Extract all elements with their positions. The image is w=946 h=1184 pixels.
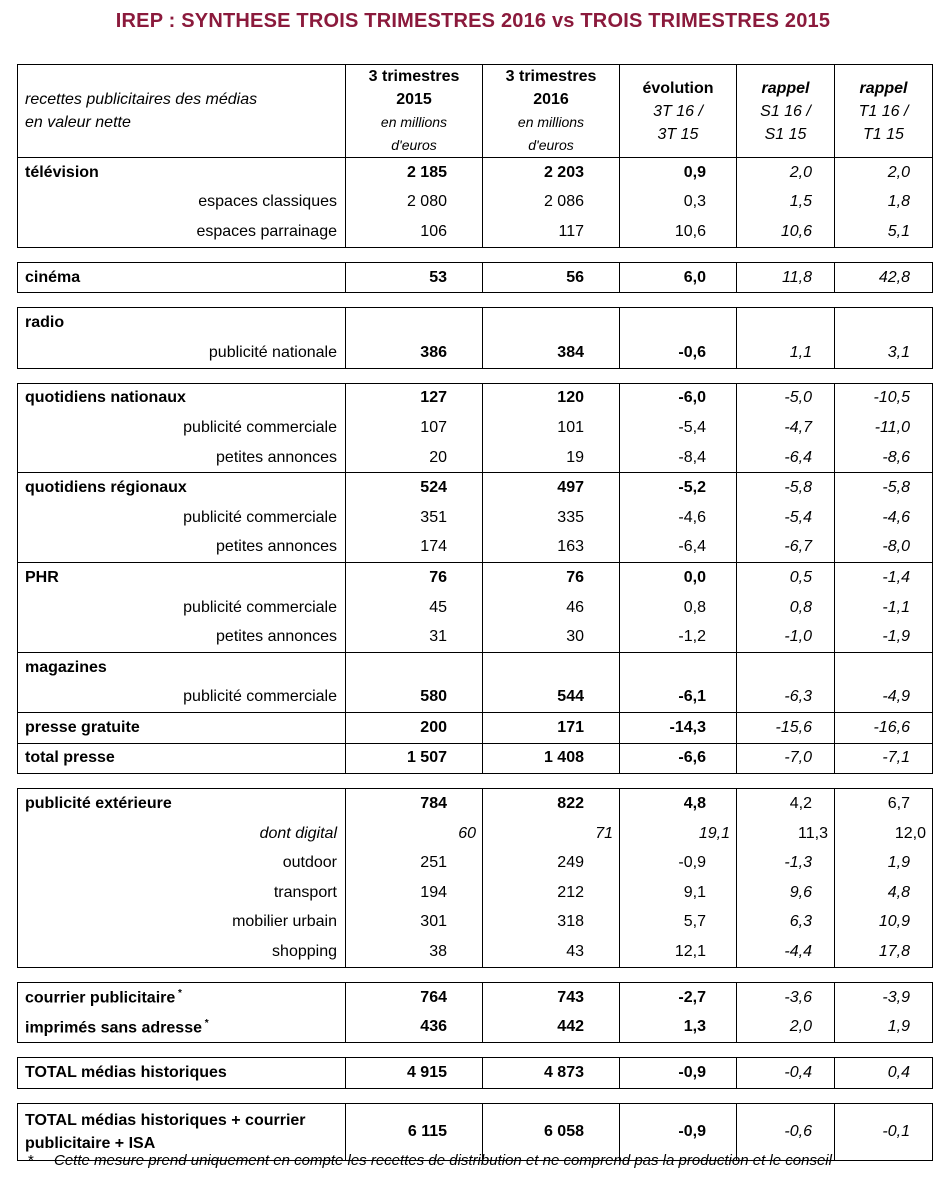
cell-label: publicité commerciale (18, 503, 346, 533)
cell-rappel-t1: 17,8 (835, 937, 933, 967)
cell-value-3t-2015: 1 507 (346, 743, 483, 774)
cell-rappel-s1: 6,3 (737, 908, 835, 938)
cell-value-3t-2016: 544 (483, 683, 620, 713)
cell-value-3t-2015: 2 185 (346, 158, 483, 188)
cell-label: mobilier urbain (18, 908, 346, 938)
cell-label: imprimés sans adresse * (18, 1012, 346, 1042)
cell-value-3t-2015: 386 (346, 338, 483, 368)
cell-rappel-t1: 4,8 (835, 878, 933, 908)
table-row (18, 308, 933, 338)
cell-evolution: -6,1 (620, 683, 737, 713)
cell-evolution: -0,9 (620, 848, 737, 878)
row-spacer (18, 247, 933, 262)
cell-value-3t-2016: 212 (483, 878, 620, 908)
cell-value-3t-2016: 71 (483, 819, 620, 849)
cell-label: total presse (18, 743, 346, 774)
cell-evolution (620, 308, 737, 338)
cell-rappel-t1: -10,5 (835, 383, 933, 413)
table-row (18, 908, 933, 938)
cell-rappel-s1: -0,4 (737, 1058, 835, 1089)
cell-rappel-t1: 1,8 (835, 188, 933, 218)
row-spacer (18, 368, 933, 383)
cell-value-3t-2016: 56 (483, 262, 620, 293)
cell-evolution: 10,6 (620, 217, 737, 247)
cell-value-3t-2015: 200 (346, 713, 483, 744)
table-row (18, 789, 933, 819)
cell-value-3t-2015: 53 (346, 262, 483, 293)
footnote-asterisk: * (28, 1152, 34, 1169)
cell-value-3t-2015: 4 915 (346, 1058, 483, 1089)
cell-rappel-t1: -4,9 (835, 683, 933, 713)
table-row (18, 1012, 933, 1042)
table-row (18, 563, 933, 593)
table-row (18, 878, 933, 908)
table-row (18, 158, 933, 188)
cell-evolution: 0,8 (620, 593, 737, 623)
cell-rappel-s1: -15,6 (737, 713, 835, 744)
cell-value-3t-2015: 20 (346, 443, 483, 473)
cell-label: transport (18, 878, 346, 908)
cell-label: petites annonces (18, 533, 346, 563)
cell-value-3t-2015: 764 (346, 982, 483, 1012)
table-row (18, 503, 933, 533)
cell-rappel-s1: 11,3 (737, 819, 835, 849)
row-spacer (18, 247, 933, 262)
cell-value-3t-2016: 163 (483, 533, 620, 563)
cell-label: presse gratuite (18, 713, 346, 744)
cell-value-3t-2015: 38 (346, 937, 483, 967)
cell-evolution: -0,9 (620, 1058, 737, 1089)
cell-rappel-t1: -1,1 (835, 593, 933, 623)
cell-value-3t-2015: 2 080 (346, 188, 483, 218)
row-spacer (18, 293, 933, 308)
cell-value-3t-2016: 2 086 (483, 188, 620, 218)
cell-value-3t-2016: 30 (483, 622, 620, 652)
table-row (18, 262, 933, 293)
footnote (28, 1152, 832, 1169)
table-row (18, 819, 933, 849)
cell-rappel-s1: -4,4 (737, 937, 835, 967)
cell-value-3t-2016: 335 (483, 503, 620, 533)
cell-value-3t-2015: 6 115 (346, 1103, 483, 1160)
asterisk-marker: * (202, 1017, 209, 1029)
table-row (18, 683, 933, 713)
cell-label: radio (18, 308, 346, 338)
cell-value-3t-2015: 45 (346, 593, 483, 623)
cell-rappel-t1: 42,8 (835, 262, 933, 293)
cell-value-3t-2016: 2 203 (483, 158, 620, 188)
table-row (18, 937, 933, 967)
cell-rappel-s1: -7,0 (737, 743, 835, 774)
cell-label: télévision (18, 158, 346, 188)
row-spacer (18, 774, 933, 789)
table-row (18, 848, 933, 878)
cell-label: publicité nationale (18, 338, 346, 368)
cell-rappel-t1 (835, 308, 933, 338)
cell-rappel-s1: 9,6 (737, 878, 835, 908)
cell-evolution: 0,0 (620, 563, 737, 593)
footnote-text: Cette mesure prend uniquement en compte les recettes de distribution et ne comprend pas la production et le conseil (54, 1152, 832, 1169)
cell-rappel-s1: -1,0 (737, 622, 835, 652)
table-row (18, 593, 933, 623)
cell-value-3t-2016: 442 (483, 1012, 620, 1042)
cell-value-3t-2015: 194 (346, 878, 483, 908)
cell-value-3t-2015: 31 (346, 622, 483, 652)
cell-value-3t-2016: 76 (483, 563, 620, 593)
cell-evolution: -0,6 (620, 338, 737, 368)
cell-rappel-s1: -0,6 (737, 1103, 835, 1160)
header-rappel-s1: rappel S1 16 / S1 15 (737, 65, 835, 158)
cell-value-3t-2015: 127 (346, 383, 483, 413)
cell-rappel-t1 (835, 652, 933, 682)
cell-label: espaces classiques (18, 188, 346, 218)
table-row (18, 713, 933, 744)
cell-evolution: -4,6 (620, 503, 737, 533)
cell-rappel-t1: 3,1 (835, 338, 933, 368)
cell-rappel-s1: -6,7 (737, 533, 835, 563)
cell-value-3t-2016: 4 873 (483, 1058, 620, 1089)
table-row (18, 217, 933, 247)
table-row (18, 443, 933, 473)
cell-value-3t-2015: 301 (346, 908, 483, 938)
cell-evolution: -5,2 (620, 473, 737, 503)
cell-label: shopping (18, 937, 346, 967)
cell-evolution: -6,6 (620, 743, 737, 774)
cell-rappel-s1: -4,7 (737, 413, 835, 443)
cell-label: outdoor (18, 848, 346, 878)
cell-rappel-s1: -6,4 (737, 443, 835, 473)
cell-evolution: -14,3 (620, 713, 737, 744)
cell-rappel-s1: 4,2 (737, 789, 835, 819)
cell-value-3t-2016: 497 (483, 473, 620, 503)
cell-value-3t-2015: 174 (346, 533, 483, 563)
cell-evolution: 9,1 (620, 878, 737, 908)
cell-evolution: -6,4 (620, 533, 737, 563)
cell-evolution (620, 652, 737, 682)
cell-evolution: -0,9 (620, 1103, 737, 1160)
cell-rappel-t1: -16,6 (835, 713, 933, 744)
cell-value-3t-2016: 101 (483, 413, 620, 443)
cell-value-3t-2016: 1 408 (483, 743, 620, 774)
cell-value-3t-2015: 436 (346, 1012, 483, 1042)
cell-rappel-t1: -3,9 (835, 982, 933, 1012)
cell-value-3t-2016: 117 (483, 217, 620, 247)
cell-value-3t-2015 (346, 308, 483, 338)
cell-evolution: -1,2 (620, 622, 737, 652)
table-row (18, 1058, 933, 1089)
cell-evolution: -2,7 (620, 982, 737, 1012)
cell-label: TOTAL médias historiques (18, 1058, 346, 1089)
cell-rappel-t1: 10,9 (835, 908, 933, 938)
row-spacer (18, 1043, 933, 1058)
row-spacer (18, 774, 933, 789)
cell-label: petites annonces (18, 443, 346, 473)
cell-value-3t-2016: 19 (483, 443, 620, 473)
cell-value-3t-2016: 249 (483, 848, 620, 878)
cell-rappel-s1: -1,3 (737, 848, 835, 878)
cell-rappel-s1: -5,0 (737, 383, 835, 413)
cell-rappel-s1: -6,3 (737, 683, 835, 713)
cell-rappel-t1: 1,9 (835, 1012, 933, 1042)
cell-label: petites annonces (18, 622, 346, 652)
cell-value-3t-2016: 822 (483, 789, 620, 819)
cell-label: publicité commerciale (18, 593, 346, 623)
asterisk-marker: * (175, 987, 182, 999)
header-evolution: évolution 3T 16 / 3T 15 (620, 65, 737, 158)
cell-value-3t-2015: 107 (346, 413, 483, 443)
cell-rappel-t1: -8,6 (835, 443, 933, 473)
cell-evolution: -5,4 (620, 413, 737, 443)
cell-evolution: 5,7 (620, 908, 737, 938)
cell-value-3t-2015: 580 (346, 683, 483, 713)
cell-value-3t-2015: 60 (346, 819, 483, 849)
synthesis-table (17, 64, 932, 1161)
table-row (18, 473, 933, 503)
row-spacer (18, 967, 933, 982)
cell-rappel-t1: 0,4 (835, 1058, 933, 1089)
cell-rappel-t1: -8,0 (835, 533, 933, 563)
cell-rappel-s1 (737, 652, 835, 682)
cell-value-3t-2015: 784 (346, 789, 483, 819)
cell-evolution: 4,8 (620, 789, 737, 819)
cell-rappel-t1: -4,6 (835, 503, 933, 533)
header-3t-2015: 3 trimestres 2015 en millions d'euros (346, 65, 483, 158)
row-spacer (18, 967, 933, 982)
cell-rappel-s1: -5,8 (737, 473, 835, 503)
table-row (18, 533, 933, 563)
cell-rappel-t1: -1,9 (835, 622, 933, 652)
cell-evolution: 0,9 (620, 158, 737, 188)
cell-rappel-t1: -7,1 (835, 743, 933, 774)
cell-rappel-s1: -5,4 (737, 503, 835, 533)
row-spacer (18, 293, 933, 308)
cell-label: cinéma (18, 262, 346, 293)
cell-label: publicité extérieure (18, 789, 346, 819)
cell-value-3t-2015: 351 (346, 503, 483, 533)
row-spacer (18, 368, 933, 383)
total-all-label: TOTAL médias historiques + courrier publicitaire + ISA (18, 1103, 346, 1160)
table-row (18, 383, 933, 413)
cell-value-3t-2015 (346, 652, 483, 682)
cell-rappel-s1: 0,5 (737, 563, 835, 593)
cell-evolution: 6,0 (620, 262, 737, 293)
cell-evolution: 0,3 (620, 188, 737, 218)
cell-rappel-t1: -1,4 (835, 563, 933, 593)
cell-evolution: -8,4 (620, 443, 737, 473)
cell-label: quotidiens régionaux (18, 473, 346, 503)
cell-evolution: -6,0 (620, 383, 737, 413)
cell-rappel-s1: 2,0 (737, 1012, 835, 1042)
cell-rappel-s1: 10,6 (737, 217, 835, 247)
cell-rappel-s1: 1,1 (737, 338, 835, 368)
header-rappel-t1: rappel T1 16 / T1 15 (835, 65, 933, 158)
cell-rappel-s1: -3,6 (737, 982, 835, 1012)
cell-label: publicité commerciale (18, 413, 346, 443)
cell-rappel-t1: 6,7 (835, 789, 933, 819)
cell-value-3t-2015: 106 (346, 217, 483, 247)
cell-rappel-t1: -0,1 (835, 1103, 933, 1160)
cell-label: espaces parrainage (18, 217, 346, 247)
table-row (18, 188, 933, 218)
cell-label: magazines (18, 652, 346, 682)
cell-rappel-s1 (737, 308, 835, 338)
row-spacer (18, 1043, 933, 1058)
cell-evolution: 1,3 (620, 1012, 737, 1042)
cell-rappel-s1: 11,8 (737, 262, 835, 293)
cell-rappel-s1: 1,5 (737, 188, 835, 218)
cell-value-3t-2016: 120 (483, 383, 620, 413)
cell-value-3t-2016 (483, 652, 620, 682)
cell-value-3t-2015: 76 (346, 563, 483, 593)
cell-value-3t-2016: 46 (483, 593, 620, 623)
cell-value-3t-2016 (483, 308, 620, 338)
cell-rappel-t1: 12,0 (835, 819, 933, 849)
table-row (18, 652, 933, 682)
row-spacer (18, 1088, 933, 1103)
table-row (18, 622, 933, 652)
row-spacer (18, 1088, 933, 1103)
cell-rappel-t1: 5,1 (835, 217, 933, 247)
header-3t-2016: 3 trimestres 2016 en millions d'euros (483, 65, 620, 158)
table-header (18, 65, 933, 158)
cell-value-3t-2015: 251 (346, 848, 483, 878)
cell-label: dont digital (18, 819, 346, 849)
cell-value-3t-2016: 171 (483, 713, 620, 744)
table-row (18, 338, 933, 368)
header-description: recettes publicitaires des médias en valeur nette (18, 65, 346, 158)
cell-label: courrier publicitaire * (18, 982, 346, 1012)
table-row (18, 743, 933, 774)
cell-evolution: 19,1 (620, 819, 737, 849)
cell-rappel-s1: 2,0 (737, 158, 835, 188)
cell-rappel-s1: 0,8 (737, 593, 835, 623)
cell-label: publicité commerciale (18, 683, 346, 713)
cell-value-3t-2015: 524 (346, 473, 483, 503)
cell-evolution: 12,1 (620, 937, 737, 967)
cell-value-3t-2016: 743 (483, 982, 620, 1012)
cell-rappel-t1: 2,0 (835, 158, 933, 188)
page-title: IREP : SYNTHESE TROIS TRIMESTRES 2016 vs TROIS TRIMESTRES 2015 (115, 10, 831, 32)
table-row (18, 982, 933, 1012)
cell-rappel-t1: -5,8 (835, 473, 933, 503)
cell-rappel-t1: 1,9 (835, 848, 933, 878)
cell-label: PHR (18, 563, 346, 593)
cell-value-3t-2016: 6 058 (483, 1103, 620, 1160)
cell-label: quotidiens nationaux (18, 383, 346, 413)
cell-value-3t-2016: 43 (483, 937, 620, 967)
cell-value-3t-2016: 384 (483, 338, 620, 368)
table-row (18, 413, 933, 443)
cell-rappel-t1: -11,0 (835, 413, 933, 443)
cell-value-3t-2016: 318 (483, 908, 620, 938)
